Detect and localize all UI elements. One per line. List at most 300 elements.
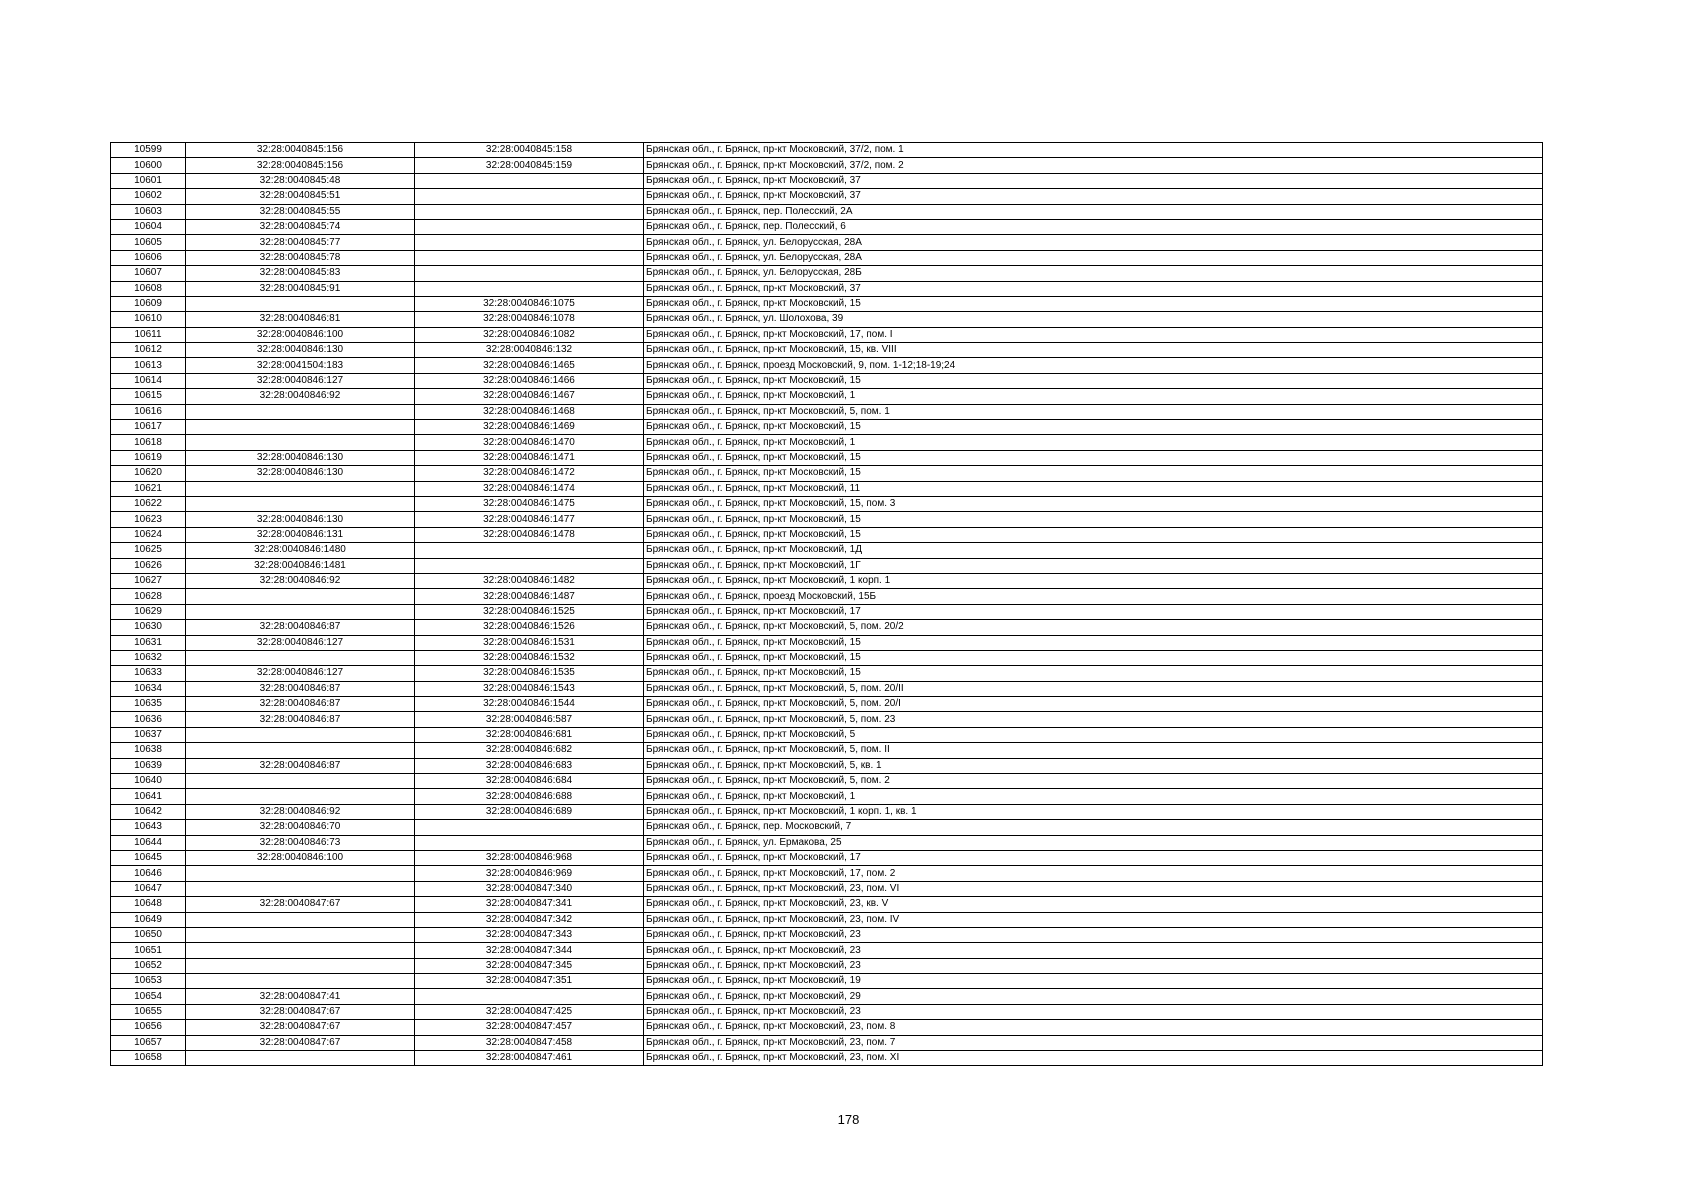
address-cell: Брянская обл., г. Брянск, пр-кт Московский, 1 [644,389,1543,404]
object-number-cell: 32:28:0040845:158 [415,143,644,158]
address-cell: Брянская обл., г. Брянск, пр-кт Московский, 15 [644,512,1543,527]
parcel-number-cell [186,1051,415,1066]
table-row [111,573,1543,588]
object-number-cell: 32:28:0040846:1471 [415,450,644,465]
object-number-cell: 32:28:0040847:345 [415,958,644,973]
object-number-cell: 32:28:0040846:1470 [415,435,644,450]
address-cell: Брянская обл., г. Брянск, пр-кт Московский, 23, пом. 8 [644,1020,1543,1035]
table-row [111,820,1543,835]
table-row [111,512,1543,527]
object-number-cell [415,204,644,219]
table-row [111,204,1543,219]
parcel-number-cell: 32:28:0041504:183 [186,358,415,373]
parcel-number-cell: 32:28:0040846:127 [186,373,415,388]
address-cell: Брянская обл., г. Брянск, пр-кт Московский, 23, пом. IV [644,912,1543,927]
table-row [111,173,1543,188]
object-number-cell: 32:28:0040846:1468 [415,404,644,419]
table-row [111,958,1543,973]
object-number-cell: 32:28:0040846:684 [415,774,644,789]
row-number-cell: 10605 [111,235,186,250]
parcel-number-cell [186,743,415,758]
table-row [111,389,1543,404]
object-number-cell: 32:28:0040846:1466 [415,373,644,388]
object-number-cell [415,235,644,250]
address-cell: Брянская обл., г. Брянск, пр-кт Московский, 5, кв. 1 [644,758,1543,773]
row-number-cell: 10614 [111,373,186,388]
row-number-cell: 10613 [111,358,186,373]
object-number-cell: 32:28:0040847:461 [415,1051,644,1066]
row-number-cell: 10639 [111,758,186,773]
parcel-number-cell: 32:28:0040846:100 [186,850,415,865]
object-number-cell: 32:28:0040846:1082 [415,327,644,342]
parcel-number-cell: 32:28:0040846:73 [186,835,415,850]
row-number-cell: 10600 [111,158,186,173]
address-cell: Брянская обл., г. Брянск, пр-кт Московский, 1 корп. 1 [644,573,1543,588]
object-number-cell: 32:28:0040847:340 [415,881,644,896]
parcel-number-cell [186,912,415,927]
parcel-number-cell [186,650,415,665]
parcel-number-cell [186,774,415,789]
row-number-cell: 10603 [111,204,186,219]
table-row [111,620,1543,635]
object-number-cell: 32:28:0040846:1525 [415,604,644,619]
row-number-cell: 10608 [111,281,186,296]
row-number-cell: 10623 [111,512,186,527]
row-number-cell: 10636 [111,712,186,727]
row-number-cell: 10606 [111,250,186,265]
address-cell: Брянская обл., г. Брянск, пр-кт Московский, 5, пом. 23 [644,712,1543,727]
row-number-cell: 10627 [111,573,186,588]
address-cell: Брянская обл., г. Брянск, пр-кт Московский, 19 [644,974,1543,989]
parcel-number-cell: 32:28:0040845:55 [186,204,415,219]
object-number-cell [415,558,644,573]
object-number-cell: 32:28:0040847:343 [415,927,644,942]
table-row [111,266,1543,281]
object-number-cell: 32:28:0040846:1544 [415,697,644,712]
object-number-cell: 32:28:0040846:132 [415,343,644,358]
address-cell: Брянская обл., г. Брянск, пр-кт Московский, 5, пом. 20/2 [644,620,1543,635]
object-number-cell: 32:28:0040846:1477 [415,512,644,527]
address-cell: Брянская обл., г. Брянск, ул. Белорусская, 28А [644,250,1543,265]
parcel-number-cell [186,927,415,942]
address-cell: Брянская обл., г. Брянск, пр-кт Московский, 17, пом. 2 [644,866,1543,881]
address-cell: Брянская обл., г. Брянск, пр-кт Московский, 23, пом. VI [644,881,1543,896]
table-row [111,143,1543,158]
row-number-cell: 10604 [111,219,186,234]
parcel-number-cell: 32:28:0040846:1481 [186,558,415,573]
address-cell: Брянская обл., г. Брянск, пр-кт Московский, 23, кв. V [644,897,1543,912]
row-number-cell: 10628 [111,589,186,604]
row-number-cell: 10638 [111,743,186,758]
row-number-cell: 10612 [111,343,186,358]
table-row [111,435,1543,450]
row-number-cell: 10647 [111,881,186,896]
table-row [111,343,1543,358]
row-number-cell: 10629 [111,604,186,619]
row-number-cell: 10634 [111,681,186,696]
address-cell: Брянская обл., г. Брянск, пр-кт Московский, 15 [644,527,1543,542]
parcel-number-cell [186,866,415,881]
row-number-cell: 10637 [111,727,186,742]
row-number-cell: 10617 [111,420,186,435]
parcel-number-cell: 32:28:0040846:130 [186,512,415,527]
address-cell: Брянская обл., г. Брянск, пр-кт Московский, 15, пом. 3 [644,496,1543,511]
row-number-cell: 10610 [111,312,186,327]
row-number-cell: 10621 [111,481,186,496]
table-row [111,789,1543,804]
table-row [111,558,1543,573]
address-cell: Брянская обл., г. Брянск, пр-кт Московский, 1Г [644,558,1543,573]
table-row [111,1004,1543,1019]
table-row [111,697,1543,712]
table-row [111,604,1543,619]
address-cell: Брянская обл., г. Брянск, пр-кт Московский, 37 [644,281,1543,296]
table-row [111,1035,1543,1050]
parcel-number-cell [186,604,415,619]
table-row [111,881,1543,896]
object-number-cell: 32:28:0040846:1467 [415,389,644,404]
row-number-cell: 10624 [111,527,186,542]
parcel-number-cell [186,435,415,450]
table-row [111,1020,1543,1035]
address-cell: Брянская обл., г. Брянск, пр-кт Московский, 37 [644,189,1543,204]
object-number-cell [415,989,644,1004]
parcel-number-cell: 32:28:0040845:91 [186,281,415,296]
parcel-number-cell: 32:28:0040847:67 [186,897,415,912]
row-number-cell: 10622 [111,496,186,511]
address-cell: Брянская обл., г. Брянск, пр-кт Московский, 5 [644,727,1543,742]
parcel-number-cell: 32:28:0040846:130 [186,450,415,465]
object-number-cell [415,173,644,188]
address-cell: Брянская обл., г. Брянск, пр-кт Московский, 15, кв. VIII [644,343,1543,358]
parcel-number-cell: 32:28:0040846:87 [186,758,415,773]
parcel-number-cell: 32:28:0040847:67 [186,1035,415,1050]
parcel-number-cell: 32:28:0040845:74 [186,219,415,234]
parcel-number-cell [186,496,415,511]
row-number-cell: 10651 [111,943,186,958]
row-number-cell: 10648 [111,897,186,912]
table-row [111,943,1543,958]
address-cell: Брянская обл., г. Брянск, пр-кт Московский, 15 [644,373,1543,388]
parcel-number-cell [186,589,415,604]
address-cell: Брянская обл., г. Брянск, пр-кт Московский, 23 [644,927,1543,942]
object-number-cell: 32:28:0040846:968 [415,850,644,865]
table-row [111,989,1543,1004]
object-number-cell [415,835,644,850]
row-number-cell: 10646 [111,866,186,881]
parcel-number-cell: 32:28:0040845:83 [186,266,415,281]
object-number-cell: 32:28:0040846:1075 [415,296,644,311]
object-number-cell: 32:28:0040846:681 [415,727,644,742]
address-cell: Брянская обл., г. Брянск, пр-кт Московский, 17 [644,604,1543,619]
address-cell: Брянская обл., г. Брянск, пр-кт Московский, 23 [644,1004,1543,1019]
parcel-number-cell: 32:28:0040846:92 [186,804,415,819]
row-number-cell: 10615 [111,389,186,404]
table-row [111,327,1543,342]
row-number-cell: 10644 [111,835,186,850]
address-cell: Брянская обл., г. Брянск, проезд Московский, 15Б [644,589,1543,604]
parcel-number-cell [186,296,415,311]
parcel-number-cell: 32:28:0040846:87 [186,620,415,635]
object-number-cell: 32:28:0040846:1535 [415,666,644,681]
address-cell: Брянская обл., г. Брянск, пер. Московский, 7 [644,820,1543,835]
row-number-cell: 10653 [111,974,186,989]
row-number-cell: 10652 [111,958,186,973]
parcel-number-cell: 32:28:0040846:100 [186,327,415,342]
address-cell: Брянская обл., г. Брянск, пр-кт Московский, 37/2, пом. 1 [644,143,1543,158]
object-number-cell: 32:28:0040846:1465 [415,358,644,373]
address-cell: Брянская обл., г. Брянск, пр-кт Московский, 17, пом. I [644,327,1543,342]
address-cell: Брянская обл., г. Брянск, пер. Полесский, 6 [644,219,1543,234]
page-number: 178 [837,1112,860,1127]
object-number-cell [415,189,644,204]
row-number-cell: 10655 [111,1004,186,1019]
address-cell: Брянская обл., г. Брянск, пр-кт Московский, 23, пом. XI [644,1051,1543,1066]
object-number-cell: 32:28:0040846:1487 [415,589,644,604]
row-number-cell: 10656 [111,1020,186,1035]
table-row [111,158,1543,173]
row-number-cell: 10607 [111,266,186,281]
object-number-cell: 32:28:0040846:1478 [415,527,644,542]
row-number-cell: 10602 [111,189,186,204]
parcel-number-cell: 32:28:0040846:92 [186,573,415,588]
address-cell: Брянская обл., г. Брянск, пр-кт Московский, 23 [644,943,1543,958]
object-number-cell [415,250,644,265]
object-number-cell: 32:28:0040846:969 [415,866,644,881]
parcel-number-cell: 32:28:0040845:78 [186,250,415,265]
row-number-cell: 10630 [111,620,186,635]
row-number-cell: 10631 [111,635,186,650]
row-number-cell: 10642 [111,804,186,819]
address-cell: Брянская обл., г. Брянск, пр-кт Московский, 5, пом. 2 [644,774,1543,789]
parcel-number-cell: 32:28:0040846:130 [186,343,415,358]
table-row [111,235,1543,250]
address-cell: Брянская обл., г. Брянск, пр-кт Московский, 15 [644,650,1543,665]
table-row [111,850,1543,865]
object-number-cell: 32:28:0040847:457 [415,1020,644,1035]
table-row [111,974,1543,989]
object-number-cell: 32:28:0040846:1526 [415,620,644,635]
address-cell: Брянская обл., г. Брянск, пр-кт Московский, 15 [644,450,1543,465]
object-number-cell [415,281,644,296]
table-row [111,712,1543,727]
parcel-number-cell: 32:28:0040846:127 [186,666,415,681]
object-number-cell: 32:28:0040846:1469 [415,420,644,435]
parcel-number-cell [186,420,415,435]
table-row [111,927,1543,942]
table-row [111,681,1543,696]
table-row [111,358,1543,373]
object-number-cell [415,266,644,281]
row-number-cell: 10657 [111,1035,186,1050]
object-number-cell: 32:28:0040847:342 [415,912,644,927]
address-cell: Брянская обл., г. Брянск, пр-кт Московский, 23, пом. 7 [644,1035,1543,1050]
parcel-number-cell: 32:28:0040846:131 [186,527,415,542]
parcel-number-cell: 32:28:0040845:51 [186,189,415,204]
address-cell: Брянская обл., г. Брянск, пр-кт Московский, 37 [644,173,1543,188]
parcel-number-cell [186,404,415,419]
row-number-cell: 10645 [111,850,186,865]
table-row [111,1051,1543,1066]
row-number-cell: 10626 [111,558,186,573]
object-number-cell: 32:28:0040846:1475 [415,496,644,511]
object-number-cell: 32:28:0040847:425 [415,1004,644,1019]
parcel-number-cell: 32:28:0040847:67 [186,1020,415,1035]
row-number-cell: 10643 [111,820,186,835]
address-cell: Брянская обл., г. Брянск, пр-кт Московский, 23 [644,958,1543,973]
address-cell: Брянская обл., г. Брянск, проезд Московский, 9, пом. 1-12;18-19;24 [644,358,1543,373]
address-cell: Брянская обл., г. Брянск, пр-кт Московский, 1 корп. 1, кв. 1 [644,804,1543,819]
row-number-cell: 10601 [111,173,186,188]
address-cell: Брянская обл., г. Брянск, пр-кт Московский, 17 [644,850,1543,865]
address-cell: Брянская обл., г. Брянск, ул. Белорусская, 28А [644,235,1543,250]
table-row [111,774,1543,789]
table-row [111,250,1543,265]
parcel-number-cell: 32:28:0040846:87 [186,681,415,696]
object-number-cell [415,219,644,234]
object-number-cell: 32:28:0040846:1543 [415,681,644,696]
parcel-number-cell [186,958,415,973]
address-cell: Брянская обл., г. Брянск, пр-кт Московский, 11 [644,481,1543,496]
table-row [111,496,1543,511]
parcel-number-cell: 32:28:0040845:156 [186,143,415,158]
table-row [111,420,1543,435]
address-cell: Брянская обл., г. Брянск, пр-кт Московский, 1 [644,435,1543,450]
row-number-cell: 10625 [111,543,186,558]
parcel-number-cell [186,789,415,804]
object-number-cell: 32:28:0040846:1482 [415,573,644,588]
parcel-number-cell: 32:28:0040846:87 [186,712,415,727]
row-number-cell: 10609 [111,296,186,311]
registry-table [110,142,1543,1066]
table-row [111,296,1543,311]
address-cell: Брянская обл., г. Брянск, пр-кт Московский, 1Д [644,543,1543,558]
table-row [111,527,1543,542]
parcel-number-cell: 32:28:0040847:67 [186,1004,415,1019]
table-row [111,835,1543,850]
parcel-number-cell [186,481,415,496]
registry-table-body [111,143,1543,1066]
object-number-cell: 32:28:0040847:458 [415,1035,644,1050]
table-row [111,743,1543,758]
address-cell: Брянская обл., г. Брянск, пр-кт Московский, 1 [644,789,1543,804]
row-number-cell: 10599 [111,143,186,158]
table-row [111,804,1543,819]
table-row [111,404,1543,419]
parcel-number-cell: 32:28:0040846:127 [186,635,415,650]
row-number-cell: 10650 [111,927,186,942]
address-cell: Брянская обл., г. Брянск, пр-кт Московский, 15 [644,466,1543,481]
table-row [111,650,1543,665]
table-row [111,481,1543,496]
object-number-cell: 32:28:0040847:344 [415,943,644,958]
object-number-cell: 32:28:0040846:683 [415,758,644,773]
address-cell: Брянская обл., г. Брянск, пр-кт Московский, 5, пом. II [644,743,1543,758]
table-row [111,727,1543,742]
table-row [111,543,1543,558]
object-number-cell [415,820,644,835]
object-number-cell: 32:28:0040846:1532 [415,650,644,665]
parcel-number-cell [186,727,415,742]
address-cell: Брянская обл., г. Брянск, пр-кт Московский, 15 [644,635,1543,650]
table-row [111,373,1543,388]
parcel-number-cell: 32:28:0040846:81 [186,312,415,327]
row-number-cell: 10611 [111,327,186,342]
object-number-cell: 32:28:0040846:1474 [415,481,644,496]
object-number-cell: 32:28:0040845:159 [415,158,644,173]
object-number-cell: 32:28:0040846:682 [415,743,644,758]
table-row [111,666,1543,681]
parcel-number-cell: 32:28:0040846:87 [186,697,415,712]
table-row [111,312,1543,327]
parcel-number-cell: 32:28:0040846:92 [186,389,415,404]
address-cell: Брянская обл., г. Брянск, ул. Шолохова, 39 [644,312,1543,327]
table-row [111,281,1543,296]
row-number-cell: 10641 [111,789,186,804]
object-number-cell: 32:28:0040846:587 [415,712,644,727]
object-number-cell: 32:28:0040846:689 [415,804,644,819]
row-number-cell: 10658 [111,1051,186,1066]
table-row [111,466,1543,481]
parcel-number-cell: 32:28:0040845:77 [186,235,415,250]
object-number-cell: 32:28:0040846:1531 [415,635,644,650]
parcel-number-cell: 32:28:0040847:41 [186,989,415,1004]
parcel-number-cell: 32:28:0040846:70 [186,820,415,835]
row-number-cell: 10619 [111,450,186,465]
table-row [111,897,1543,912]
table-row [111,635,1543,650]
table-row [111,450,1543,465]
address-cell: Брянская обл., г. Брянск, пр-кт Московский, 15 [644,420,1543,435]
table-row [111,866,1543,881]
table-row [111,912,1543,927]
parcel-number-cell: 32:28:0040846:1480 [186,543,415,558]
row-number-cell: 10654 [111,989,186,1004]
parcel-number-cell [186,974,415,989]
table-row [111,758,1543,773]
address-cell: Брянская обл., г. Брянск, пр-кт Московский, 29 [644,989,1543,1004]
object-number-cell [415,543,644,558]
row-number-cell: 10618 [111,435,186,450]
object-number-cell: 32:28:0040847:351 [415,974,644,989]
address-cell: Брянская обл., г. Брянск, пр-кт Московский, 37/2, пом. 2 [644,158,1543,173]
row-number-cell: 10635 [111,697,186,712]
row-number-cell: 10616 [111,404,186,419]
object-number-cell: 32:28:0040846:688 [415,789,644,804]
table-row [111,589,1543,604]
row-number-cell: 10640 [111,774,186,789]
object-number-cell: 32:28:0040846:1472 [415,466,644,481]
address-cell: Брянская обл., г. Брянск, ул. Ермакова, 25 [644,835,1543,850]
address-cell: Брянская обл., г. Брянск, пр-кт Московский, 5, пом. 20/I [644,697,1543,712]
row-number-cell: 10633 [111,666,186,681]
object-number-cell: 32:28:0040846:1078 [415,312,644,327]
parcel-number-cell: 32:28:0040845:48 [186,173,415,188]
parcel-number-cell: 32:28:0040846:130 [186,466,415,481]
address-cell: Брянская обл., г. Брянск, пер. Полесский, 2А [644,204,1543,219]
table-row [111,189,1543,204]
address-cell: Брянская обл., г. Брянск, пр-кт Московский, 5, пом. 1 [644,404,1543,419]
parcel-number-cell: 32:28:0040845:156 [186,158,415,173]
table-row [111,219,1543,234]
parcel-number-cell [186,881,415,896]
address-cell: Брянская обл., г. Брянск, пр-кт Московский, 15 [644,296,1543,311]
parcel-number-cell [186,943,415,958]
row-number-cell: 10620 [111,466,186,481]
object-number-cell: 32:28:0040847:341 [415,897,644,912]
address-cell: Брянская обл., г. Брянск, пр-кт Московский, 15 [644,666,1543,681]
row-number-cell: 10649 [111,912,186,927]
